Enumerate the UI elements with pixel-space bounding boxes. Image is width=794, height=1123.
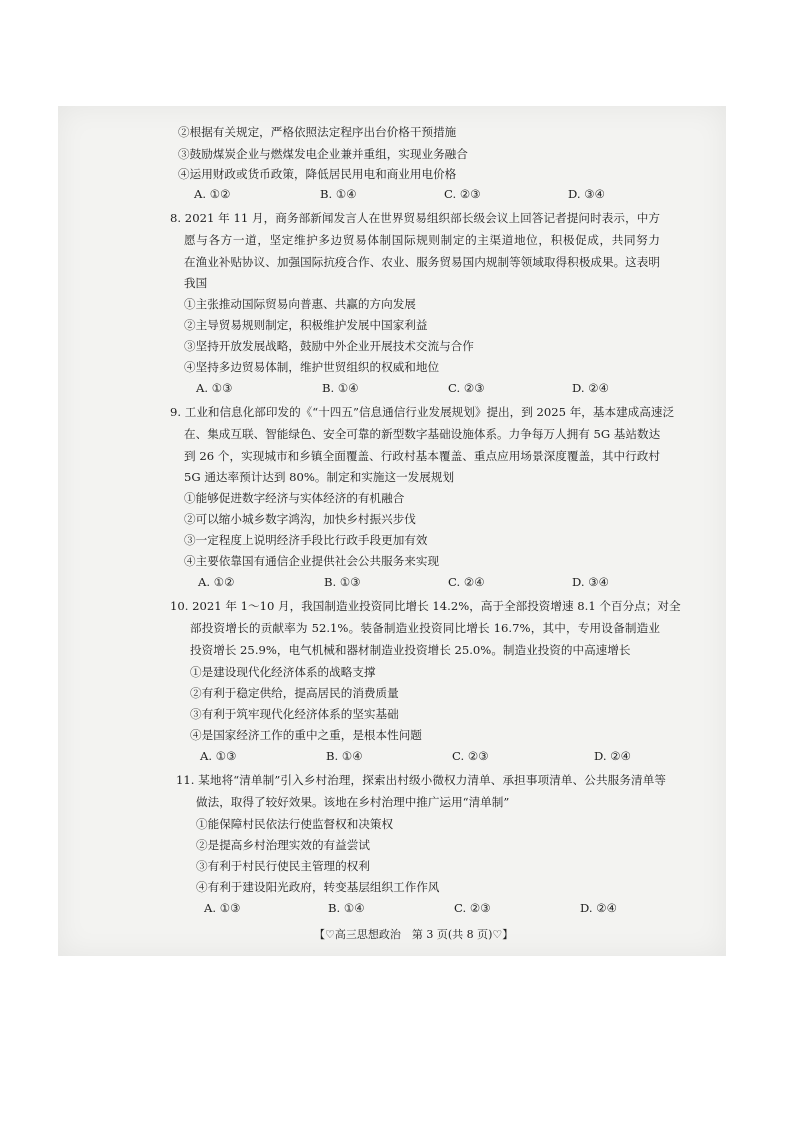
q7-statement-4: ④运用财政或货币政策，降低居民用电和商业用电价格 bbox=[178, 167, 457, 181]
q7-statement-3: ③鼓励煤炭企业与燃煤发电企业兼并重组，实现业务融合 bbox=[178, 147, 468, 161]
q11-option-a: A. ①③ bbox=[204, 901, 241, 915]
q10-stem-line-1: 10. 2021 年 1～10 月，我国制造业投资同比增长 14.2%，高于全部投资增速 8.1 个百分点；对全 bbox=[170, 599, 681, 613]
q8-option-d: D. ②④ bbox=[572, 381, 610, 395]
q7-option-b: B. ①④ bbox=[320, 187, 357, 201]
q11-statement-3: ③有利于村民行使民主管理的权利 bbox=[196, 859, 370, 873]
q11-stem-line-2: 做法，取得了较好效果。该地在乡村治理中推广运用“清单制” bbox=[196, 795, 510, 809]
q8-stem-line-3: 在渔业补贴协议、加强国际抗疫合作、农业、服务贸易国内规制等领域取得积极成果。这表明 bbox=[184, 255, 660, 269]
q10-statement-4: ④是国家经济工作的重中之重，是根本性问题 bbox=[190, 728, 422, 742]
q10-stem-line-3: 投资增长 25.9%，电气机械和器材制造业投资增长 25.0%。制造业投资的中高速增长 bbox=[190, 643, 631, 657]
q8-option-a: A. ①③ bbox=[196, 381, 233, 395]
q8-statement-2: ②主导贸易规则制定，积极维护发展中国家利益 bbox=[184, 318, 428, 332]
q9-statement-1: ①能够促进数字经济与实体经济的有机融合 bbox=[184, 491, 405, 505]
q10-statement-2: ②有利于稳定供给，提高居民的消费质量 bbox=[190, 686, 399, 700]
q7-option-a: A. ①② bbox=[194, 187, 231, 201]
q8-statement-4: ④坚持多边贸易体制，维护世贸组织的权威和地位 bbox=[184, 360, 440, 374]
q7-option-c: C. ②③ bbox=[444, 187, 481, 201]
q8-stem-line-4: 我国 bbox=[184, 276, 208, 290]
q7-statement-2: ②根据有关规定，严格依照法定程序出台价格干预措施 bbox=[178, 125, 457, 139]
q9-option-b: B. ①③ bbox=[324, 575, 361, 589]
q8-option-b: B. ①④ bbox=[322, 381, 359, 395]
q10-statement-1: ①是建设现代化经济体系的战略支撑 bbox=[190, 665, 376, 679]
q9-statement-3: ③一定程度上说明经济手段比行政手段更加有效 bbox=[184, 533, 428, 547]
q9-stem-line-3: 到 26 个，实现城市和乡镇全面覆盖、行政村基本覆盖、重点应用场景深度覆盖，其中行政村 bbox=[184, 449, 660, 463]
q10-options bbox=[200, 748, 640, 764]
q9-statement-2: ②可以缩小城乡数字鸿沟，加快乡村振兴步伐 bbox=[184, 512, 416, 526]
q9-option-a: A. ①② bbox=[198, 575, 235, 589]
q7-option-d: D. ③④ bbox=[568, 187, 606, 201]
q11-option-c: C. ②③ bbox=[454, 901, 491, 915]
q9-option-d: D. ③④ bbox=[572, 575, 610, 589]
q9-stem-line-4: 5G 通达率预计达到 80%。制定和实施这一发展规划 bbox=[184, 470, 455, 484]
q8-statement-3: ③坚持开放发展战略，鼓励中外企业开展技术交流与合作 bbox=[184, 339, 474, 353]
q8-stem-line-2: 愿与各方一道，坚定维护多边贸易体制国际规则制定的主渠道地位，积极促成，共同努力 bbox=[184, 233, 660, 247]
q8-statement-1: ①主张推动国际贸易向普惠、共赢的方向发展 bbox=[184, 297, 416, 311]
q11-option-b: B. ①④ bbox=[328, 901, 365, 915]
q10-option-d: D. ②④ bbox=[594, 749, 632, 763]
q9-option-c: C. ②④ bbox=[448, 575, 485, 589]
q9-stem-line-1: 9. 工业和信息化部印发的《“十四五”信息通信行业发展规划》提出，到 2025 年，基本建成高速泛 bbox=[170, 405, 675, 419]
page-footer: 【♡高三思想政治 第 3 页(共 8 页)♡】 bbox=[314, 928, 514, 941]
q10-statement-3: ③有利于筑牢现代化经济体系的坚实基础 bbox=[190, 707, 399, 721]
q10-stem-line-2: 部投资增长的贡献率为 52.1%。装备制造业投资同比增长 16.7%，其中，专用设备制造业 bbox=[190, 621, 660, 635]
q9-stem-line-2: 在、集成互联、智能绿色、安全可靠的新型数字基础设施体系。力争每万人拥有 5G 基站数达 bbox=[184, 427, 661, 441]
q11-statement-2: ②是提高乡村治理实效的有益尝试 bbox=[196, 838, 370, 852]
q9-statement-4: ④主要依靠国有通信企业提供社会公共服务来实现 bbox=[184, 554, 440, 568]
q11-statement-1: ①能保障村民依法行使监督权和决策权 bbox=[196, 817, 394, 831]
q7-options bbox=[194, 186, 634, 202]
q10-option-a: A. ①③ bbox=[200, 749, 237, 763]
q8-option-c: C. ②③ bbox=[448, 381, 485, 395]
q10-option-c: C. ②③ bbox=[452, 749, 489, 763]
q11-options bbox=[204, 900, 644, 916]
q11-stem-line-1: 11. 某地将“清单制”引入乡村治理，探索出村级小微权力清单、承担事项清单、公共服务清单等 bbox=[176, 773, 666, 787]
q10-option-b: B. ①④ bbox=[326, 749, 363, 763]
q8-stem-line-1: 8. 2021 年 11 月，商务部新闻发言人在世界贸易组织部长级会议上回答记者提问时表示，中方 bbox=[170, 211, 660, 225]
q11-statement-4: ④有利于建设阳光政府，转变基层组织工作作风 bbox=[196, 880, 440, 894]
q9-options bbox=[198, 574, 638, 590]
q8-options bbox=[196, 380, 636, 396]
q11-option-d: D. ②④ bbox=[580, 901, 618, 915]
